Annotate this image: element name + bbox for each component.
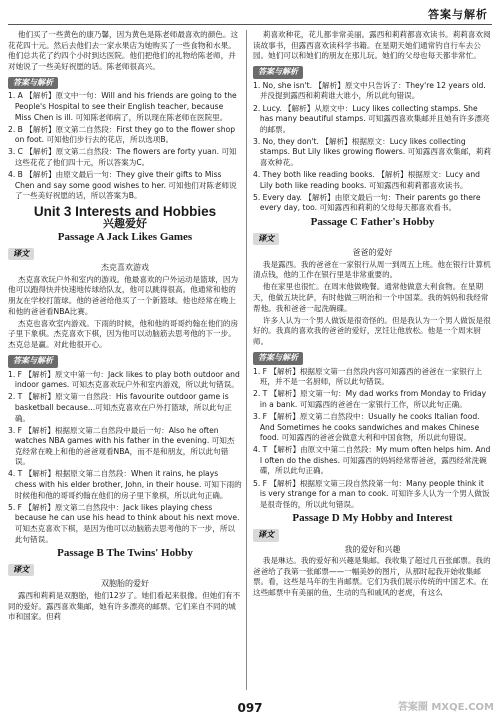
- passage-c-title: Passage C Father's Hobby: [310, 216, 435, 228]
- answer-item: 4. They both like reading books. 【解析】根据原文：Lucy and Lily both like reading books. 可知露西和莉莉都喜欢读书。: [253, 170, 480, 190]
- answer-item: 2. B 【解析】原文第二自然段：First they go to the flower shop on foot. 可知他们步行去的花店，所以选项B。: [8, 124, 236, 145]
- answers-badge: 答案与解析: [8, 77, 58, 90]
- answer-item: 5. Every day. 【解析】由原文最后一句：Their parents go there every day, too. 可知露西和莉莉的父母每天都喜欢看书。: [253, 192, 481, 213]
- header-title: 答案与解析: [428, 8, 488, 21]
- answers-badge: 答案与解析: [253, 352, 303, 365]
- header-rule: [8, 24, 492, 25]
- answer-item: 1. F 【解析】原文中第一句：Jack likes to play both outdoor and indoor games. 可知杰克喜欢玩户外和室内游戏，所以此句错误。: [8, 369, 240, 390]
- answer-item: 3. F 【解析】原文第二自然段中：Usually he cooks Italian food. And Sometimes he cooks sandwiches and makes Chinese food. 可知露西的爸爸会做意大利和中国食物，所以此句错误。: [253, 412, 480, 443]
- answer-item: 3. No, they don't. 【解析】根据原文：Lucy likes collecting stamps. But Lily likes growing flowers. 可知露西喜欢集邮，莉莉喜欢种花。: [253, 136, 492, 168]
- column-divider: [246, 30, 247, 690]
- intro-paragraph: 他们买了一些黄色的康乃馨，因为黄色是陈老师最喜欢的颜色。这花花四十元。然后去他们去一家水果店为她购买了一些食物和水果。他们总共花了约四个小时到达医院。他们把他们的礼物给陈老师，并对她说了一些美好祝愿的话。陈老师很高兴。: [8, 30, 239, 71]
- answer-item: 4. T 【解析】由原文中第二自然段：My mum often helps him. And I often do the dishes. 可知露西的妈妈经常帮爸爸，露西经常洗碗碟，所以此句正确。: [253, 445, 491, 476]
- answers-badge: 答案与解析: [253, 66, 303, 79]
- passage-paragraph: 杰克喜欢玩户外和室内的游戏。他最喜欢的户外运动是篮球，因为他可以跑得快并快速地传球给队友，他可以跳得很高。他通常和他的朋友在学校打篮球。他的爸爸给他买了一个新篮球。他也经常在晚上和他的爸爸看NBA比赛。: [8, 274, 239, 316]
- answer-item: 2. T 【解析】原文第一句：My dad works from Monday to Friday in a bank. 可知露西的爸爸在一家银行工作，所以此句正确。: [253, 389, 487, 409]
- watermark: 答案圈 MXQE.COM: [397, 702, 494, 713]
- answer-item: 4. B 【解析】由原文最后一句：They give their gifts to Miss Chen and say some good wishes to her. 可知他们对陈老师说了一些美好祝愿的话，所以答案为B。: [8, 170, 237, 201]
- answers-list: [8, 91, 242, 201]
- answer-item: 2. T 【解析】原文第一自然段：His favourite outdoor game is basketball because...可知杰克喜欢在户外打篮球，所以此句正确。: [8, 392, 232, 423]
- answer-item: 1. A 【解析】原文中一句：Will and his friends are going to the People's Hospital to see their English teacher, because Miss Chen is ill. 可知陈老师病了，所以现在陈老师在医院里。: [8, 91, 237, 122]
- passage-paragraph: 许多人认为一个男人做饭是很奇怪的。但是我认为一个男人做饭是很好的。我真的喜欢我的爸爸的爱好，烹饪让他放松。他是一个周末厨师。: [253, 315, 491, 346]
- passage-d-title: Passage D My Hobby and Interest: [292, 512, 453, 525]
- answer-item: 3. F 【解析】根据原文第二自然段中最后一句：Also he often watches NBA games with his father in the evening. 可知杰克经常在晚上和他的爸爸观看NBA，而不是和朋友，所以此句错误。: [8, 425, 235, 467]
- passage-paragraph: 我是露西。我的爸爸在一家银行从周一到周五上班。他在银行计算机清点钱，他的工作在银行里是非常重要的。: [253, 259, 491, 280]
- intro-paragraph: 莉喜欢种花，花儿都非常美丽。露西和莉莉都喜欢读书。莉莉喜欢阅读故事书，但露西喜欢读科学书籍。在星期天她们通常钓自行车去公园。她们可以和她们的朋友在那儿玩。她们的父母也每天都非常忙。: [253, 30, 491, 61]
- passage-a-cn-title: 杰克喜欢游戏: [101, 263, 149, 273]
- passage-paragraph: 我是琳达。我的爱好和兴趣是集邮。我收集了超过几百张邮票。我的爸爸给了我第一张邮票——一幅美妙的图片，从那时起我开始收集邮票。看，这些是马年的生肖邮票。它们为我们展示传统的中国艺术。在这些邮票中有美丽的鱼、生动的鸟和戚风的老虎，有这么: [253, 556, 491, 597]
- answer-item: 1. F 【解析】根据原文第一自然段内容可知露西的爸爸在一家银行上班，并不是一名厨师，所以此句错误。: [253, 366, 483, 387]
- passage-b-cn-title: 双胞胎的爱好: [101, 579, 149, 589]
- answer-item: 2. Lucy. 【解析】从原文中：Lucy likes collecting stamps. She has many beautiful stamps. 可知露西喜欢集邮并且她有许多漂亮的邮票。: [253, 103, 490, 134]
- page-number: 097: [237, 701, 263, 715]
- translation-badge: 译文: [8, 564, 34, 577]
- passage-paragraph: 露西和莉莉是双胞胎，他们12岁了。她们看起来很像。但她们有不同的爱好。露西喜欢集邮，她有许多漂亮的邮票。它们来自不同的城市和国家。但莉: [8, 590, 241, 622]
- unit-subtitle: 兴趣爱好: [103, 216, 147, 230]
- translation-badge: 译文: [253, 233, 279, 246]
- translation-badge: 译文: [8, 248, 34, 261]
- answer-item: 1. No, she isn't. 【解析】原文中只告诉了：They're 12 years old. 并没提到露西和莉莉谁大谁小，所以此句错误。: [253, 80, 486, 101]
- answer-item: 4. T 【解析】根据原文第二自然段：When it rains, he plays chess with his elder brother, John, in their house. 可知下雨的时候他和他的哥哥约翰在他们的房子里下象棋，所以此句正确。: [8, 469, 242, 500]
- passage-a-title: Passage A Jack Likes Games: [57, 231, 193, 244]
- unit-title: Unit 3 Interests and Hobbies: [33, 203, 217, 219]
- answers-list: [253, 367, 492, 511]
- passage-c-cn-title: 爸爸的爱好: [352, 248, 393, 258]
- right-column: [253, 30, 492, 600]
- answers-list: [253, 81, 492, 214]
- answer-item: 5. F 【解析】原文第二自然段中：Jack likes playing chess because he can use his head to think about his next move. 可知杰克喜欢下棋，是因为他可以动脑筋去思考他的下一步，所以此句错误。: [8, 502, 240, 544]
- passage-paragraph: 杰克也喜欢室内游戏。下雨的时候，他和他的哥哥约翰在他们的房子里下象棋。杰克喜欢下棋，因为他可以动脑筋去思考他的下一步。杰克总是赢。对此他很开心。: [8, 318, 239, 349]
- passage-paragraph: 他在家里也很忙。在周末他做晚餐。通常他做意大利食物。在星期天，他做五块比萨，有时他做三明治和一个中国菜。我的妈妈和我经常帮他。我和爸爸一起洗碗碟。: [253, 282, 489, 313]
- left-column: [8, 30, 242, 624]
- answers-list: [8, 370, 242, 546]
- passage-b-title: Passage B The Twins' Hobby: [57, 547, 193, 560]
- answers-badge: 答案与解析: [8, 355, 58, 368]
- passage-d-cn-title: 我的爱好和兴趣: [344, 544, 401, 554]
- answer-item: 3. C 【解析】原文第二自然段：The flowers are forty yuan. 可知这些花花了他们四十元，所以答案为C。: [8, 147, 237, 168]
- translation-badge: 译文: [253, 529, 279, 542]
- page-header: [0, 0, 500, 26]
- answer-item: 5. F 【解析】根据原文第三段自然段第一句：Many people think it is very strange for a man to cook. 可知许多人认为一个男人做饭是很奇怪的，所以此句错误。: [253, 478, 490, 509]
